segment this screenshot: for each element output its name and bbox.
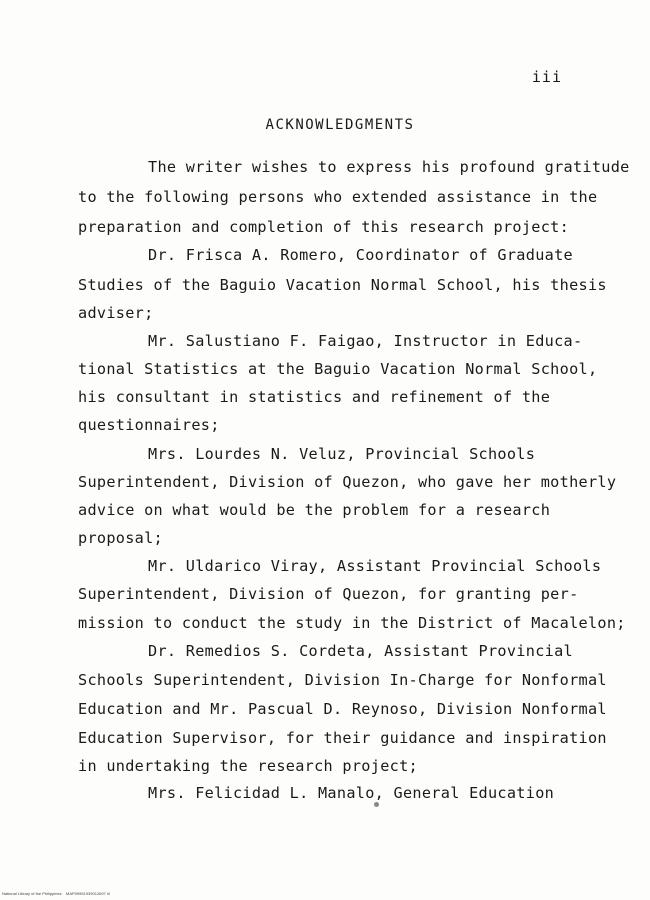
paragraph-line: Schools Superintendent, Division In-Charge for Nonformal [78,671,607,689]
paragraph-line: Mrs. Felicidad L. Manalo, General Education [148,784,555,802]
paragraph-line: Education Supervisor, for their guidance and inspiration [78,729,607,747]
paragraph-line: Education and Mr. Pascual D. Reynoso, Division Nonformal [78,700,607,718]
paragraph-line: proposal; [78,529,163,547]
paragraph-line: Mrs. Lourdes N. Veluz, Provincial Schools [148,445,536,463]
paragraph-line: Mr. Uldarico Viray, Assistant Provincial Schools [148,557,602,575]
paragraph-line: Studies of the Baguio Vacation Normal School, his thesis [78,276,607,294]
paragraph-line: Dr. Remedios S. Cordeta, Assistant Provincial [148,642,573,660]
paragraph-line: Superintendent, Division of Quezon, who gave her motherly [78,473,617,491]
paragraph-line: questionnaires; [78,416,220,434]
paragraph-line: adviser; [78,304,154,322]
scan-footer: National Library of the Philippines MAP09951939012697 iii [2,891,110,896]
paragraph-line: in undertaking the research project; [78,757,418,775]
paragraph-line: preparation and completion of this research project: [78,218,570,236]
paragraph-line: advice on what would be the problem for a research [78,501,551,519]
paragraph-line: Mr. Salustiano F. Faigao, Instructor in Educa- [148,332,583,350]
ink-speck [374,802,379,807]
paragraph-line: tional Statistics at the Baguio Vacation Normal School, [78,360,598,378]
paragraph-line: mission to conduct the study in the District of Macalelon; [78,614,626,632]
page-title: ACKNOWLEDGMENTS [265,117,415,133]
paragraph-line: his consultant in statistics and refinement of the [78,388,551,406]
paragraph-line: to the following persons who extended assistance in the [78,188,598,206]
paragraph-line: The writer wishes to express his profound gratitude [148,158,630,176]
paragraph-line: Superintendent, Division of Quezon, for granting per- [78,585,579,603]
paragraph-line: Dr. Frisca A. Romero, Coordinator of Graduate [148,246,573,264]
page-number: iii [531,68,562,86]
